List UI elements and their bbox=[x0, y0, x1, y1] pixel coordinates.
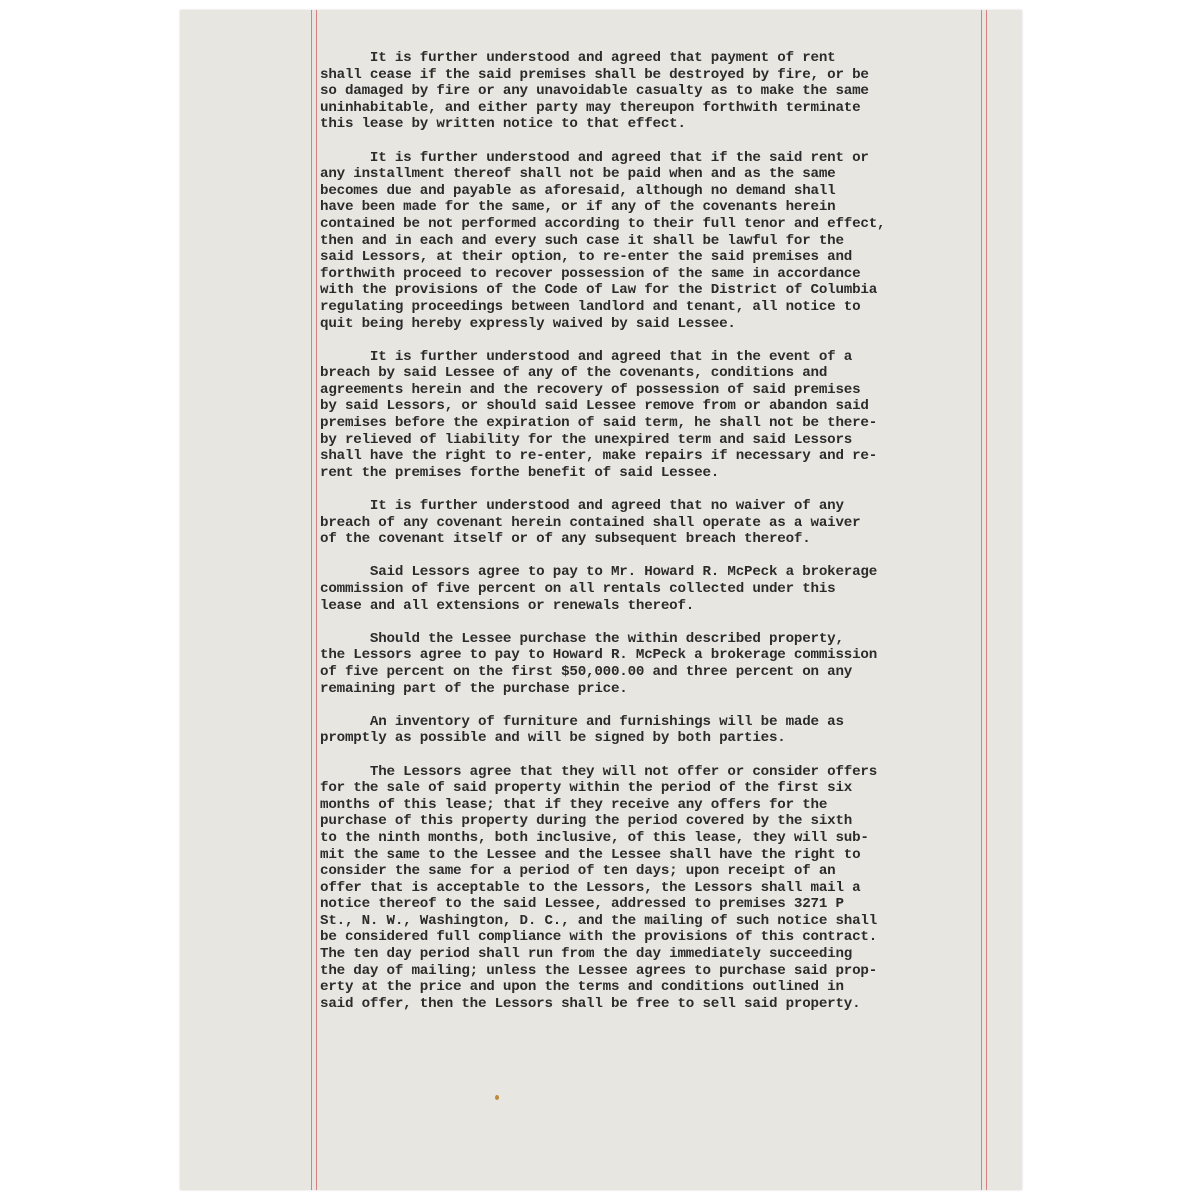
text-line: It is further understood and agreed that if the said rent or bbox=[320, 149, 869, 166]
text-line: shall have the right to re-enter, make repairs if necessary and re- bbox=[320, 448, 878, 465]
text-line: It is further understood and agreed that payment of rent bbox=[320, 50, 836, 66]
text-line: then and in each and every such case it shall be lawful for the bbox=[320, 232, 844, 249]
text-line: regulating proceedings between landlord and tenant, all notice to bbox=[320, 298, 861, 315]
text-line: by relieved of liability for the unexpired term and said Lessors bbox=[320, 431, 853, 448]
text-line: agreements herein and the recovery of possession of said premises bbox=[320, 381, 861, 398]
text-line: remaining part of the purchase price. bbox=[320, 680, 628, 697]
text-line: promptly as possible and will be signed by both parties. bbox=[320, 730, 786, 747]
text-line: lease and all extensions or renewals thereof. bbox=[320, 597, 695, 614]
left-margin-line bbox=[311, 10, 312, 1190]
text-line: Should the Lessee purchase the within described property, bbox=[320, 630, 844, 647]
text-line: notice thereof to the said Lessee, addressed to premises 3271 P bbox=[320, 896, 844, 913]
text-line: said offer, then the Lessors shall be free to sell said property. bbox=[320, 995, 861, 1012]
text-line: to the ninth months, both inclusive, of this lease, they will sub- bbox=[320, 829, 869, 846]
text-line: Said Lessors agree to pay to Mr. Howard R. McPeck a brokerage bbox=[320, 564, 878, 581]
text-line: so damaged by fire or any unavoidable casualty as to make the same bbox=[320, 83, 869, 100]
text-line: be considered full compliance with the provisions of this contract. bbox=[320, 929, 878, 946]
document-body bbox=[320, 50, 990, 1029]
paragraph bbox=[320, 50, 990, 133]
text-line: for the sale of said property within the period of the first six bbox=[320, 780, 853, 797]
text-line: It is further understood and agreed that in the event of a bbox=[320, 348, 853, 365]
text-line: offer that is acceptable to the Lessors, the Lessors shall mail a bbox=[320, 879, 861, 896]
text-line: breach by said Lessee of any of the covenants, conditions and bbox=[320, 365, 828, 382]
paragraph bbox=[320, 498, 990, 548]
text-line: any installment thereof shall not be paid when and as the same bbox=[320, 166, 836, 183]
text-line: The ten day period shall run from the day immediately succeeding bbox=[320, 946, 853, 963]
text-line: the Lessors agree to pay to Howard R. McPeck a brokerage commission bbox=[320, 647, 878, 664]
text-line: St., N. W., Washington, D. C., and the mailing of such notice shall bbox=[320, 912, 878, 929]
text-line: shall cease if the said premises shall be destroyed by fire, or be bbox=[320, 66, 869, 83]
paragraph bbox=[320, 564, 990, 614]
text-line: the day of mailing; unless the Lessee agrees to purchase said prop- bbox=[320, 962, 878, 979]
text-line: premises before the expiration of said term, he shall not be there- bbox=[320, 415, 878, 432]
text-line: have been made for the same, or if any of the covenants herein bbox=[320, 199, 836, 216]
text-line: commission of five percent on all rentals collected under this bbox=[320, 581, 836, 597]
paragraph bbox=[320, 631, 990, 697]
text-line: contained be not performed according to their full tenor and effect, bbox=[320, 215, 886, 232]
text-line: becomes due and payable as aforesaid, although no demand shall bbox=[320, 182, 836, 199]
text-line: mit the same to the Lessee and the Lessee shall have the right to bbox=[320, 846, 861, 863]
text-line: with the provisions of the Code of Law for the District of Columbia bbox=[320, 282, 878, 299]
text-line: quit being hereby expressly waived by said Lessee. bbox=[320, 315, 736, 332]
text-line: forthwith proceed to recover possession of the same in accordance bbox=[320, 265, 861, 282]
text-line: by said Lessors, or should said Lessee remove from or abandon said bbox=[320, 398, 869, 415]
text-line: purchase of this property during the period covered by the sixth bbox=[320, 813, 853, 830]
text-line: An inventory of furniture and furnishings will be made as bbox=[320, 713, 844, 730]
text-line: The Lessors agree that they will not offer or consider offers bbox=[320, 763, 878, 780]
text-line: this lease by written notice to that effect. bbox=[320, 116, 686, 133]
text-line: uninhabitable, and either party may thereupon forthwith terminate bbox=[320, 99, 861, 116]
text-line: months of this lease; that if they receive any offers for the bbox=[320, 796, 828, 813]
text-line: It is further understood and agreed that no waiver of any bbox=[320, 498, 844, 515]
paragraph bbox=[320, 764, 990, 1013]
text-line: of the covenant itself or of any subsequent breach thereof. bbox=[320, 531, 811, 548]
paragraph bbox=[320, 349, 990, 482]
text-line: consider the same for a period of ten days; upon receipt of an bbox=[320, 863, 836, 880]
text-line: erty at the price and upon the terms and conditions outlined in bbox=[320, 979, 844, 996]
paper-stain bbox=[495, 1095, 499, 1100]
paragraph bbox=[320, 150, 990, 333]
paragraph bbox=[320, 714, 990, 747]
text-line: of five percent on the first $50,000.00 and three percent on any bbox=[320, 663, 853, 680]
text-line: rent the premises forthe benefit of said Lessee. bbox=[320, 464, 720, 481]
left-margin-line-inner bbox=[316, 10, 317, 1190]
text-line: said Lessors, at their option, to re-enter the said premises and bbox=[320, 249, 853, 266]
text-line: breach of any covenant herein contained shall operate as a waiver bbox=[320, 514, 861, 531]
document-page bbox=[180, 10, 1022, 1190]
